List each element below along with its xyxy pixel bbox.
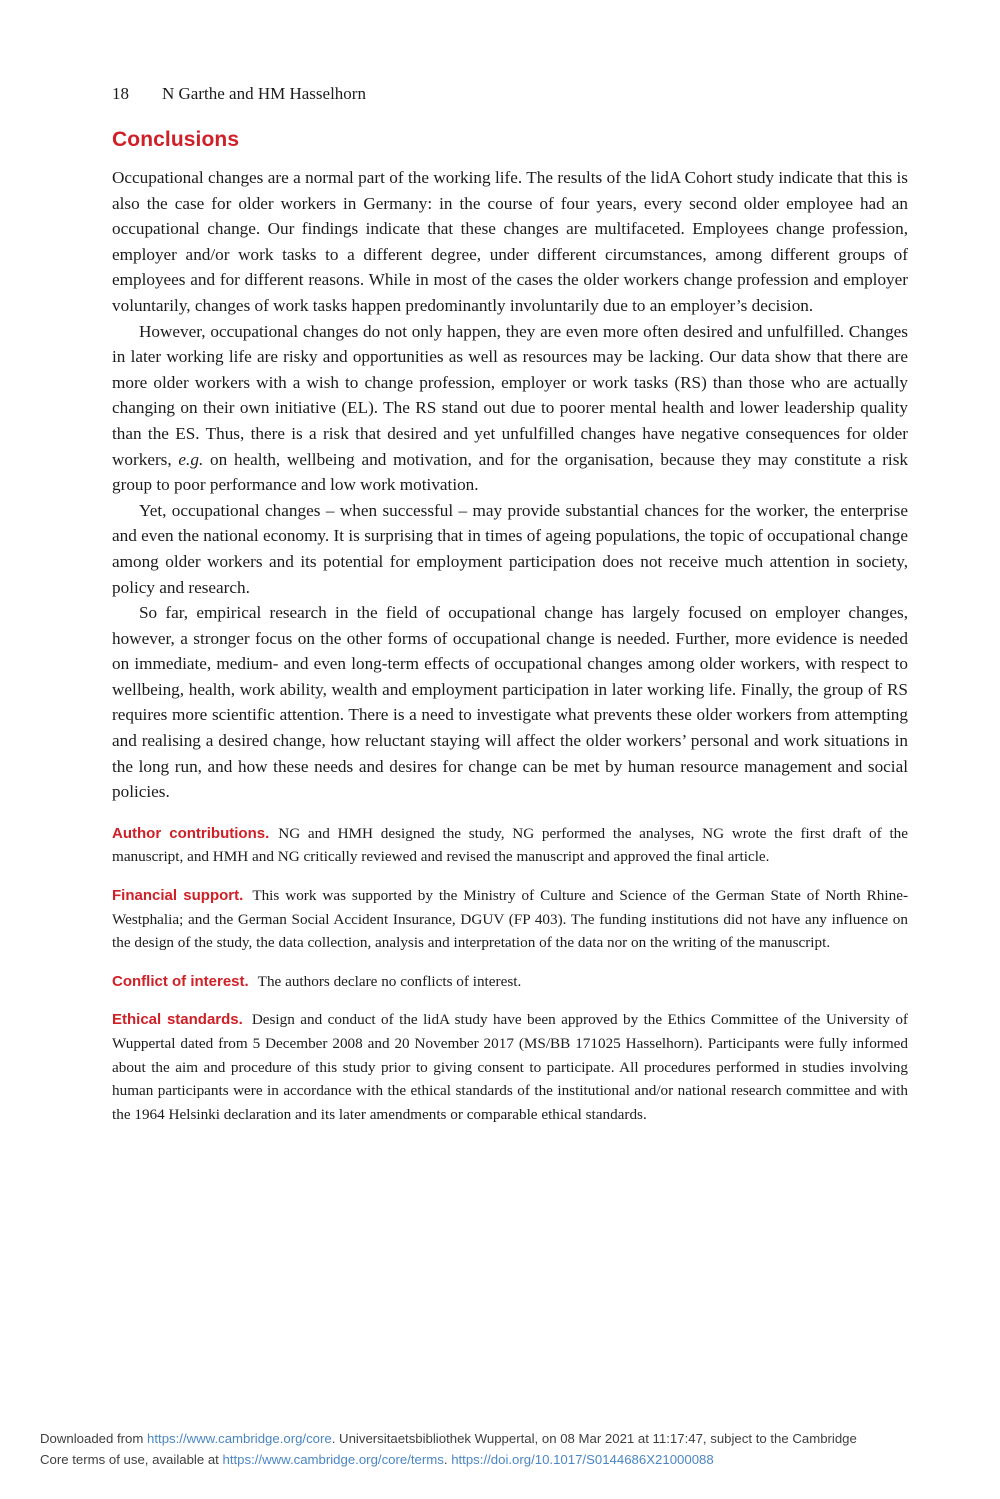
paragraph-text: However, occupational changes do not only happen, they are even more often desired and unfulfilled. Changes in later working life are risky and opportunities as well as resources may be lacking. Our data show that there are more older workers with a wish to change profession, employer or work tasks (RS) than those who are actually changing on their own initiative (EL). The RS stand out due to poorer mental health and lower leadership quality than the ES. Thus, there is a risk that desired and yet unfulfilled changes have negative consequences for older workers, — [112, 321, 908, 469]
download-footer — [40, 1428, 965, 1470]
conclusions-paragraph-3 — [112, 498, 908, 600]
conclusions-paragraph-4 — [112, 600, 908, 805]
section-title: Conclusions — [112, 128, 240, 151]
conclusions-paragraph-2 — [112, 319, 908, 498]
back-matter — [112, 822, 908, 1127]
footer-text: Downloaded from — [40, 1431, 148, 1446]
back-matter-text: The authors declare no conflicts of interest. — [257, 972, 522, 990]
paragraph-text: on health, wellbeing and motivation, and for the organisation, because they may constitute a risk group to poor performance and low work motivation. — [112, 449, 908, 495]
conclusions-paragraph-1 — [112, 165, 908, 319]
footer-text: . Universitaetsbibliothek Wuppertal, on 08 Mar 2021 at 11:17:47, subject to the Cambridge — [331, 1431, 857, 1446]
page-number: 18 — [112, 84, 129, 103]
back-matter-item-3 — [112, 970, 908, 994]
back-matter-item-4 — [112, 1008, 908, 1126]
footer-text: Core terms of use, available at — [40, 1452, 223, 1467]
back-matter-label: Ethical standards. — [112, 1011, 243, 1029]
italic-text: e.g. — [178, 449, 204, 469]
back-matter-item-1 — [112, 822, 908, 869]
footer-text: . — [443, 1452, 452, 1467]
back-matter-text: NG and HMH designed the study, NG performed the analyses, NG wrote the first draft of the manuscript, and HMH and NG critically reviewed and revised the manuscript and approved the final article. — [112, 824, 908, 866]
article-body — [112, 128, 908, 1126]
paragraph-text: So far, empirical research in the field of occupational change has largely focused on employer changes, however, a stronger focus on the other forms of occupational change is needed. Further, more evidence is needed on immediate, medium- and even long-term effects of occupational changes among older workers, with respect to wellbeing, health, work ability, wealth and employment participation in later working life. Finally, the group of RS requires more scientific attention. There is a need to investigate what prevents these older workers from attempting and realising a desired change, how reluctant staying will affect the older workers’ personal and work situations in the long run, and how these needs and desires for change can be met by human resource management and social policies. — [112, 603, 908, 802]
back-matter-label: Author contributions. — [112, 824, 270, 842]
running-header — [112, 84, 908, 104]
footer-link[interactable]: https://doi.org/10.1017/S0144686X21000088 — [451, 1452, 714, 1467]
conclusions-paragraphs — [112, 165, 908, 805]
back-matter-label: Financial support. — [112, 887, 244, 905]
back-matter-label: Conflict of interest. — [112, 972, 249, 990]
running-head-authors: N Garthe and HM Hasselhorn — [162, 84, 366, 103]
paragraph-text: Occupational changes are a normal part of the working life. The results of the lidA Cohort study indicate that this is also the case for older workers in Germany: in the course of four years, every second older employee had an occupational change. Our findings indicate that these changes are multifaceted. Employees change profession, employer and/or work tasks to a different degree, under different circumstances, among different groups of employees and for different reasons. While in most of the cases the older workers change profession and employer voluntarily, changes of work tasks happen predominantly involuntarily due to an employer’s decision. — [112, 168, 908, 315]
back-matter-text: This work was supported by the Ministry of Culture and Science of the German State of North Rhine-Westphalia; and the German Social Accident Insurance, DGUV (FP 403). The funding institutions did not have any influence on the design of the study, the data collection, analysis and interpretation of the data nor on the writing of the manuscript. — [112, 887, 908, 952]
back-matter-item-2 — [112, 884, 908, 955]
footer-line-2 — [40, 1449, 965, 1470]
footer-link[interactable]: https://www.cambridge.org/core/terms — [222, 1452, 444, 1467]
back-matter-text: Design and conduct of the lidA study have been approved by the Ethics Committee of the University of Wuppertal dated from 5 December 2008 and 20 November 2017 (MS/BB 171025 Hasselhorn). Participants were fully informed about the aim and procedure of this study prior to giving consent to participate. All procedures performed in studies involving human participants were in accordance with the ethical standards of the institutional and/or national research committee and with the 1964 Helsinki declaration and its later amendments or comparable ethical standards. — [112, 1011, 908, 1123]
paragraph-text: Yet, occupational changes – when successful – may provide substantial chances for the worker, the enterprise and even the national economy. It is surprising that in times of ageing populations, the topic of occupational change among older workers and its potential for employment participation does not receive much attention in society, policy and research. — [112, 500, 908, 597]
footer-line-1 — [40, 1428, 965, 1449]
footer-link[interactable]: https://www.cambridge.org/core — [147, 1431, 332, 1446]
